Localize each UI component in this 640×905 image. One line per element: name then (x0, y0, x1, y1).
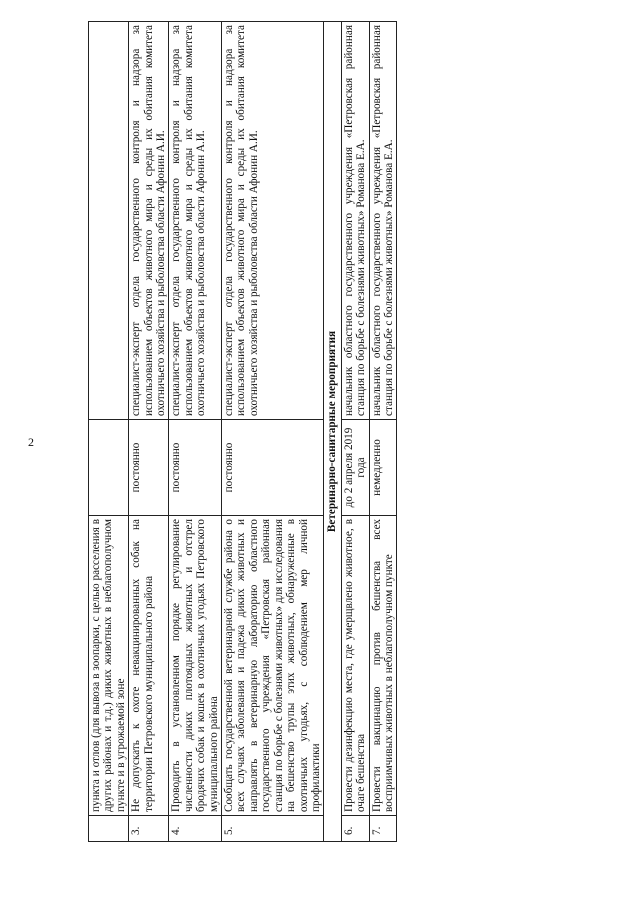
page-number: 2 (28, 435, 34, 449)
table-row (89, 22, 129, 842)
rotated-document-body (88, 22, 588, 842)
measures-table (88, 21, 397, 842)
row-term: немедленно (369, 420, 397, 516)
row-responsible: специалист-эксперт отдела государственного контроля и надзора за использованием объектов животного мира и среды их обитания комитета охотничьего хозяйства и рыболовства области Афонин А.И. (222, 22, 324, 420)
table-row (169, 22, 222, 842)
row-term: постоянно (169, 420, 222, 516)
section-title: Ветеринарно-санитарные мероприятия (324, 22, 341, 842)
row-number: 5. (222, 816, 324, 842)
row-term: до 2 апреля 2019 года (341, 420, 369, 516)
table-row (129, 22, 169, 842)
row-action: Провести вакцинацию против бешенства всех восприимчивых животных в неблагополучном пункте (369, 516, 397, 816)
row-action: Провести дезинфекцию места, где умерщвлено животное, в очаге бешенства (341, 516, 369, 816)
row-responsible: специалист-эксперт отдела государственного контроля и надзора за использованием объектов животного мира и среды их обитания комитета охотничьего хозяйства и рыболовства области Афонин А.И. (169, 22, 222, 420)
row-responsible: специалист-эксперт отдела государственного контроля и надзора за использованием объектов животного мира и среды их обитания комитета охотничьего хозяйства и рыболовства области Афонин А.И. (129, 22, 169, 420)
row-action: Не допускать к охоте невакцинированных собак на территории Петровского муниципального района (129, 516, 169, 816)
row-number: 6. (341, 816, 369, 842)
row-number: 3. (129, 816, 169, 842)
row-term: постоянно (222, 420, 324, 516)
row-responsible: начальник областного государственного учреждения «Петровская районная станция по борьбе с болезнями животных» Романова Е.А. (341, 22, 369, 420)
table-row (222, 22, 324, 842)
row-number: 7. (369, 816, 397, 842)
row-number (89, 816, 129, 842)
row-action: Проводить в установленном порядке регулирование численности диких плотоядных животных и отстрел бродячих собак и кошек в охотничьих угодьях Петровского муниципального района (169, 516, 222, 816)
row-term: постоянно (129, 420, 169, 516)
section-row (324, 22, 341, 842)
table-row (341, 22, 369, 842)
row-term (89, 420, 129, 516)
row-responsible: начальник областного государственного учреждения «Петровская районная станция по борьбе с болезнями животных» Романова Е.А. (369, 22, 397, 420)
row-responsible (89, 22, 129, 420)
row-action: пункта и отлов (для вывоза в зоопарки, с целью расселения в других районах и т.д.) диких животных в неблагополучном пункте и в угрожаемой зоне (89, 516, 129, 816)
table-row (369, 22, 397, 842)
row-number: 4. (169, 816, 222, 842)
row-action: Сообщать государственной ветеринарной службе района о всех случаях заболевания и падежа диких животных и направлять в ветеринарную лабораторию областного государственного учреждения «Петровская районная станция по борьбе с болезнями животных» для исследования на бешенство трупы этих животных, обнаруженные в охотничьих угодьях, с соблюдением мер личной профилактики (222, 516, 324, 816)
